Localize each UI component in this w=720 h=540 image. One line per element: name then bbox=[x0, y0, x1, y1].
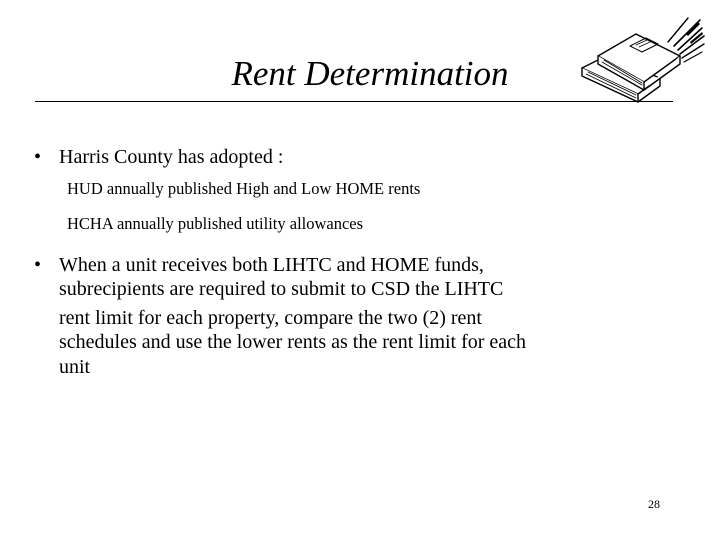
bullet-text-2-line-2: subrecipients are required to submit to CSD the LIHTC bbox=[59, 278, 504, 300]
bullet-text-1: Harris County has adopted : bbox=[59, 146, 284, 168]
bullet-marker-2: • bbox=[34, 254, 42, 276]
bullet-text-2-line-3: rent limit for each property, compare the two (2) rent bbox=[59, 307, 482, 329]
bullet-text-2-line-5: unit bbox=[59, 356, 91, 378]
sub-item-hud: HUD annually published High and Low HOME rents bbox=[67, 179, 421, 198]
book-stack-icon bbox=[576, 16, 706, 106]
bullet-text-2-line-4: schedules and use the lower rents as the rent limit for each bbox=[59, 331, 527, 353]
bullet-text-2-line-1: When a unit receives both LIHTC and HOME funds, bbox=[59, 254, 484, 276]
sub-item-hcha: HCHA annually published utility allowances bbox=[67, 214, 364, 233]
page-number: 28 bbox=[648, 497, 660, 511]
bullet-marker-1: • bbox=[34, 146, 42, 168]
slide-title: Rent Determination bbox=[231, 54, 509, 93]
